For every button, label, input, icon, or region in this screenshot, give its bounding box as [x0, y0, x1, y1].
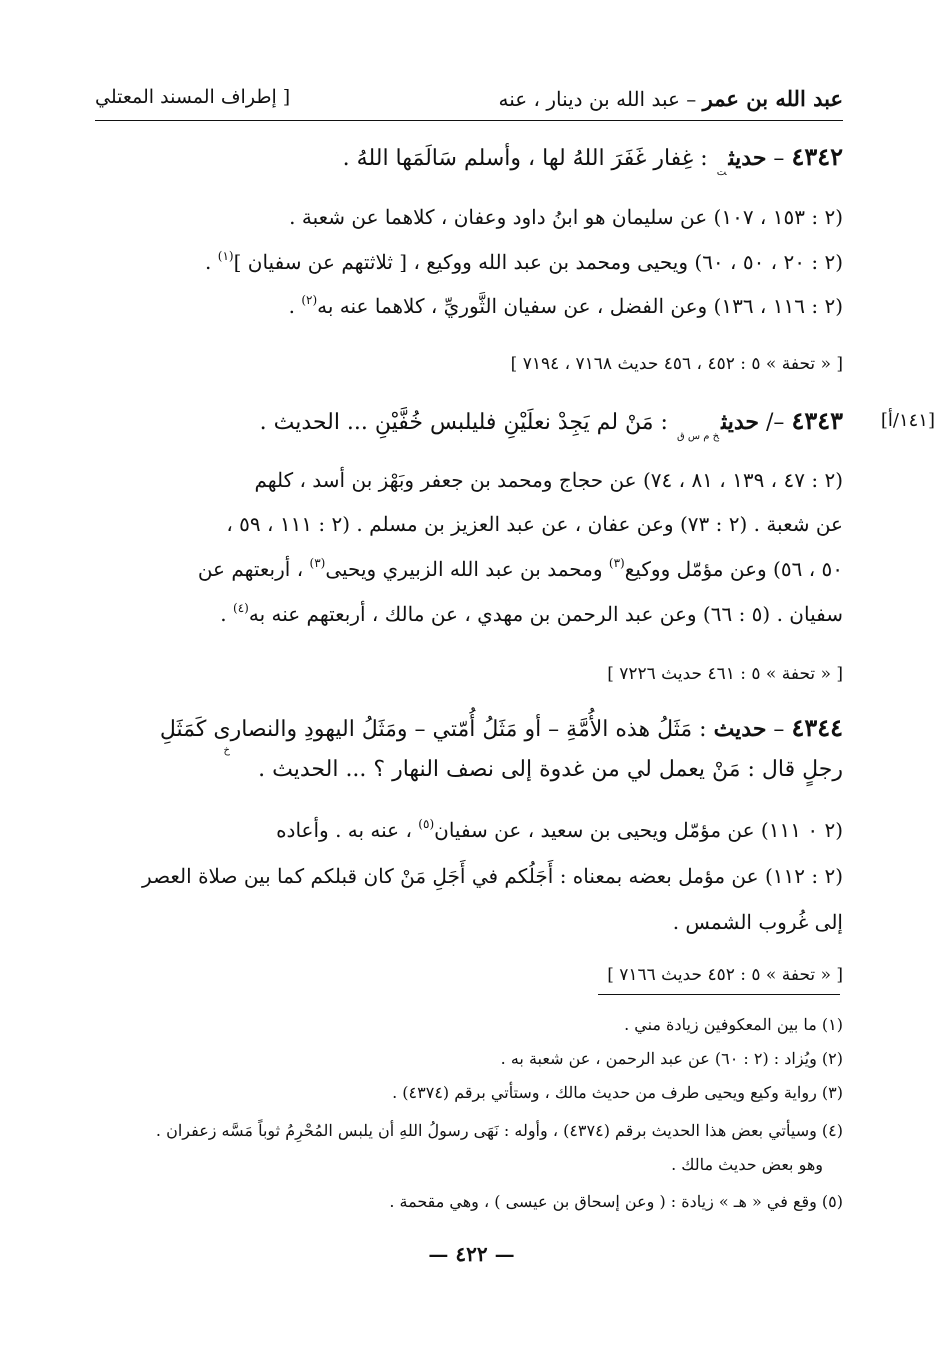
footnote-1: (١) ما بين المعكوفين زيادة مني . [624, 1015, 843, 1034]
footnote-marker: (٣) [309, 556, 326, 570]
footnote-4-continued: وهو بعض حديث مالك . [671, 1155, 823, 1174]
footnote-marker: (٣) [608, 556, 625, 570]
line-text: (٢ ٠ ١١١) عن مؤمّل ويحيى بن سعيد ، عن سفيان [434, 818, 843, 842]
dash: –/ [759, 410, 792, 435]
source-sigla: خ م س ق [676, 431, 720, 442]
line-text: سفيان . (٥ : ٦٦) وعن عبد الرحمن بن مهدي ، عن مالك ، أربعتهم عنه به [248, 602, 843, 626]
hadith-4343-line-2: عن شعبة . (٢ : ٧٣) وعن عفان ، عن عبد العزيز بن مسلم . (٢ : ١١١ ، ٥٩ ، [226, 512, 843, 536]
dash: – [766, 717, 792, 742]
hadith-4343-reference: [ « تحفة » ٥ : ٤٦١ حديث ٧٢٢٦ ] [607, 664, 843, 684]
page-number: — ٤٢٢ — [428, 1242, 515, 1266]
source-sigla: ت [716, 167, 727, 178]
running-header [95, 84, 843, 121]
header-author: عبد الله بن عمر [702, 86, 843, 111]
footnote-marker: (٢) [301, 293, 318, 307]
hadith-keyword: حديث [728, 145, 767, 171]
footnote-5: (٥) وقع في « هـ » زيادة : ( وعن إسحاق بن عيسى ) ، وهي مقحمة . [389, 1192, 843, 1211]
line-text: ٥٠ ، ٥٦) وعن مؤمّل ووكيع [624, 557, 843, 581]
hadith-4344-line-3: إلى غُروب الشمس . [672, 910, 843, 934]
hadith-number: ٤٣٤٣ [791, 406, 843, 435]
line-text: ، أربعتهم عن [197, 557, 310, 581]
hadith-number: ٤٣٤٢ [791, 142, 843, 171]
hadith-4343-line-4 [220, 602, 843, 626]
footnote-2: (٢) ويُزاد : (٢ : ٦٠) عن عبد الرحمن ، عن شعبة به . [500, 1049, 843, 1068]
line-text: ، عنه به . وأعاده [276, 818, 419, 842]
hadith-4343-line-3 [198, 557, 843, 581]
hadith-4343-title [259, 406, 843, 442]
source-sigla: خ [223, 745, 230, 756]
line-end: . [288, 294, 302, 318]
line-text: ومحمد بن عبد الله الزبيري ويحيى [325, 557, 609, 581]
footnote-4: (٤) وسيأتي بعض هذا الحديث برقم (٤٣٧٤) ، وأوله : نَهَى رسولُ اللهِ أن يلبس المُحْرِمُ ثوباً مَسَّه زعفران . [155, 1121, 843, 1140]
hadith-keyword: حديث [721, 409, 760, 435]
hadith-keyword: حديث [713, 716, 767, 742]
line-end: . [205, 250, 218, 274]
hadith-4344-reference: [ « تحفة » ٥ : ٤٥٢ حديث ٧١٦٦ ] [607, 965, 843, 985]
hadith-4342-title [342, 142, 843, 178]
dash: – [766, 146, 792, 171]
hadith-4344-line-1 [276, 818, 843, 842]
line-end: . [220, 602, 234, 626]
hadith-4342-line-2 [205, 250, 843, 274]
line-text: (٢ : ١١٦ ، ١٣٦) وعن الفضل ، عن سفيان الثَّوريِّ ، كلاهما عنه به [317, 294, 843, 318]
footnote-marker: (١) [217, 249, 234, 263]
footnote-separator [598, 994, 840, 995]
hadith-4343-line-1: (٢ : ٤٧ ، ١٣٩ ، ٨١ ، ٧٤) عن حجاج ومحمد بن جعفر وبَهْز بن أسد ، كلهم [254, 468, 843, 492]
hadith-text: : غِفار غَفَرَ اللهُ لها ، وأسلم سَالَمَها اللهُ . [342, 146, 715, 171]
hadith-text: : مَنْ لم يَجِدْ نعلَيْنِ فليلبس خُفَّيْنِ ... الحديث . [259, 410, 675, 435]
header-right [498, 86, 843, 111]
hadith-number: ٤٣٤٤ [791, 713, 843, 742]
line-text: (٢ : ٢٠ ، ٥٠ ، ٦٠) ويحيى ومحمد بن عبد الله ووكيع ، [ ثلاثتهم عن سفيان ] [233, 250, 843, 274]
hadith-text: : مَثَلُ هذه الأُمَّةِ – أو مَثَلُ أُمّتي – ومَثَلُ اليهودِ والنصارى كَمَثَلِ [159, 717, 714, 742]
header-chain: – عبد الله بن دينار ، عنه [498, 87, 703, 111]
hadith-4342-line-1: (٢ : ١٥٣ ، ١٠٧) عن سليمان هو ابنُ داود وعفان ، كلاهما عن شعبة . [289, 205, 843, 229]
hadith-4342-line-3 [289, 294, 843, 318]
header-left: [ إطراف المسند المعتلي [95, 86, 291, 108]
footnote-marker: (٥) [418, 817, 435, 831]
hadith-4344-line-2: (٢ : ١١٢) عن مؤمل بعضه بمعناه : أَجَلُكم في أَجَلِ مَنْ كان قبلكم كما بين صلاة العصر [142, 864, 843, 888]
hadith-4342-reference: [ « تحفة » ٥ : ٤٥٢ ، ٤٥٦ حديث ٧١٦٨ ، ٧١٩٤ ] [510, 354, 843, 374]
folio-marker: [١٤١/أ] [880, 410, 935, 431]
hadith-4344-title-line-2: رجلٍ قال : مَنْ يعمل لي من غدوة إلى نصف النهار ؟ ... الحديث . [258, 757, 843, 782]
footnote-3: (٣) رواية وكيع ويحيى طرف من حديث مالك ، وستأتي برقم (٤٣٧٤) . [392, 1083, 843, 1102]
footnote-marker: (٤) [233, 601, 249, 615]
hadith-4344-title [160, 713, 843, 742]
